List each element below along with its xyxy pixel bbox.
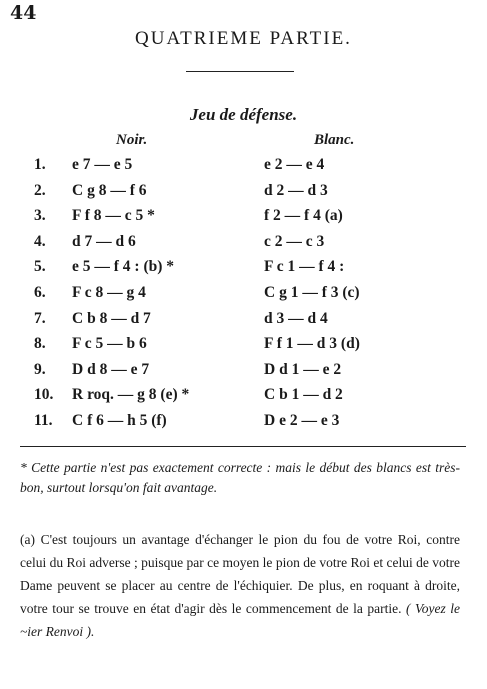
move-black: C b 8 — d 7 <box>72 309 151 327</box>
title-rule <box>186 71 294 72</box>
column-header-black: Noir. <box>116 132 148 148</box>
move-row <box>0 357 487 383</box>
move-white: F c 1 — f 4 : <box>264 258 345 276</box>
move-black: F f 8 — c 5 * <box>72 207 155 225</box>
footnote: * Cette partie n'est pas exactement correcte : mais le début des blancs est très-bon, surtout lorsqu'on fait avantage. <box>20 460 460 495</box>
note-a-reference: ( Voyez le <box>406 601 460 616</box>
move-number: 6. <box>34 283 46 301</box>
section-title: Jeu de défense. <box>189 105 298 124</box>
move-black: C g 8 — f 6 <box>72 181 147 199</box>
move-number: 9. <box>34 360 46 378</box>
move-white: D e 2 — e 3 <box>264 411 340 429</box>
move-white: c 2 — c 3 <box>264 232 325 250</box>
note-a-label: (a) <box>20 532 35 547</box>
move-number: 8. <box>34 335 46 353</box>
moves-table <box>0 152 487 434</box>
note-a-text: C'est toujours un avantage d'échanger le pion du fou de votre Roi, contre celui du Roi adverse ; puisque par ce moyen le pion de votre Roi et celui de votre Dame peuvent se placer au centre de l'échiquier. De plus, en roquant à droite, votre tour se trouve en état d'agir dès le commencement de la partie. <box>20 532 460 616</box>
move-row <box>0 152 487 178</box>
move-black: D d 8 — e 7 <box>72 360 150 378</box>
move-number: 1. <box>34 156 46 173</box>
move-number: 10. <box>34 386 54 404</box>
move-black: e 7 — e 5 <box>72 156 133 173</box>
move-black: F c 5 — b 6 <box>72 335 147 353</box>
column-header-white: Blanc. <box>314 132 355 148</box>
move-number: 11. <box>34 411 53 429</box>
move-number: 4. <box>34 232 46 250</box>
move-white: d 3 — d 4 <box>264 309 328 327</box>
move-black: e 5 — f 4 : (b) * <box>72 258 175 276</box>
move-white: C b 1 — d 2 <box>264 386 343 404</box>
move-row <box>0 229 487 255</box>
move-black: d 7 — d 6 <box>72 232 136 250</box>
move-black: C f 6 — h 5 (f) <box>72 411 167 429</box>
move-row <box>0 408 487 434</box>
move-row <box>0 280 487 306</box>
move-row <box>0 203 487 229</box>
move-white: e 2 — e 4 <box>264 156 325 173</box>
move-number: 7. <box>34 309 46 327</box>
note-a <box>20 528 460 643</box>
move-black: R roq. — g 8 (e) * <box>72 386 190 404</box>
move-white: F f 1 — d 3 (d) <box>264 335 360 353</box>
move-white: C g 1 — f 3 (c) <box>264 283 360 301</box>
move-number: 5. <box>34 258 46 276</box>
move-row <box>0 331 487 357</box>
move-white: d 2 — d 3 <box>264 181 328 199</box>
part-title: QUATRIEME PARTIE. <box>135 28 352 49</box>
move-white: f 2 — f 4 (a) <box>264 207 343 225</box>
move-row <box>0 178 487 204</box>
move-row <box>0 306 487 332</box>
note-a-reference-end: ~ier Renvoi ). <box>20 624 95 639</box>
move-number: 2. <box>34 181 46 199</box>
move-black: F c 8 — g 4 <box>72 283 146 301</box>
section-rule <box>20 446 466 447</box>
page-number: 44 <box>10 2 37 24</box>
move-row <box>0 382 487 408</box>
move-row <box>0 254 487 280</box>
move-number: 3. <box>34 207 46 225</box>
move-white: D d 1 — e 2 <box>264 360 342 378</box>
